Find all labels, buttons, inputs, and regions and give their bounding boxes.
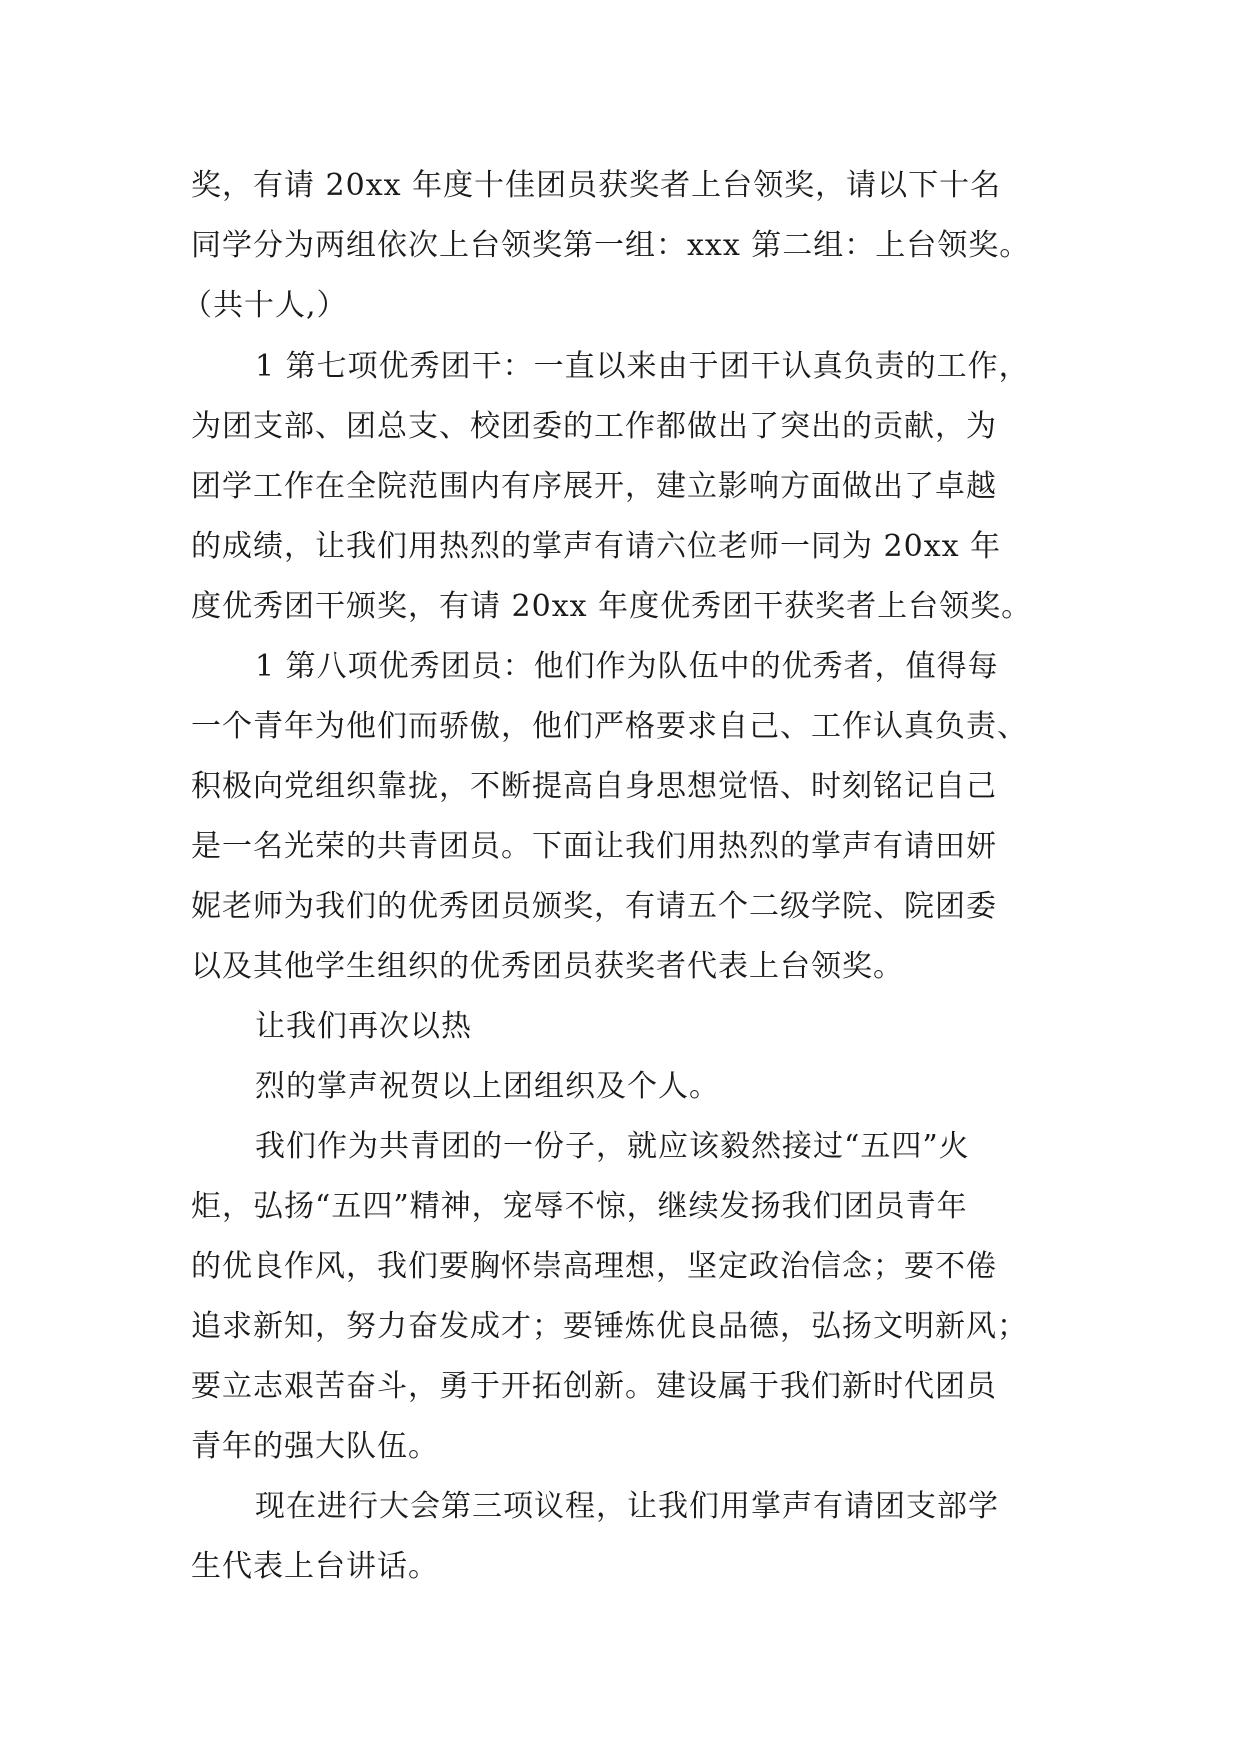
text-line: 我们作为共青团的一份子，就应该毅然接过“五四”火 [255,1129,970,1164]
text-line: （共十人,） [182,288,348,323]
text-line: 炬，弘扬“五四”精神，宠辱不惊，继续发扬我们团员青年 [191,1189,968,1224]
text-line: 以及其他学生组织的优秀团员获奖者代表上台领奖。 [191,949,904,984]
text-line: 现在进行大会第三项议程，让我们用掌声有请团支部学 [255,1489,999,1524]
text-line: 为团支部、团总支、校团委的工作都做出了突出的贡献，为 [191,409,997,444]
text-line: 同学分为两组依次上台领奖第一组：xxx 第二组：上台领奖。 [191,228,1031,263]
text-line: 青年的强大队伍。 [191,1429,439,1464]
text-line: 积极向党组织靠拢，不断提高自身思想觉悟、时刻铭记自己 [191,769,997,804]
text-line: 的优良作风，我们要胸怀崇高理想，坚定政治信念；要不倦 [191,1249,997,1284]
text-line: 一个青年为他们而骄傲，他们严格要求自己、工作认真负责、 [191,709,1028,744]
text-line: 让我们再次以热 [255,1009,472,1044]
text-line: 1 第八项优秀团员：他们作为队伍中的优秀者，值得每 [255,649,999,684]
text-line: 是一名光荣的共青团员。下面让我们用热烈的掌声有请田妍 [191,829,997,864]
text-line: 奖，有请 20xx 年度十佳团员获奖者上台领奖，请以下十名 [191,168,1002,203]
text-line: 要立志艰苦奋斗，勇于开拓创新。建设属于我们新时代团员 [191,1369,997,1404]
text-line: 妮老师为我们的优秀团员颁奖，有请五个二级学院、院团委 [191,889,997,924]
text-line: 追求新知，努力奋发成才；要锤炼优良品德，弘扬文明新风； [191,1309,1028,1344]
text-line: 1 第七项优秀团干：一直以来由于团干认真负责的工作， [255,349,1030,384]
text-line: 度优秀团干颁奖，有请 20xx 年度优秀团干获奖者上台领奖。 [191,589,1033,624]
text-line: 的成绩，让我们用热烈的掌声有请六位老师一同为 20xx 年 [191,529,1002,564]
text-line: 生代表上台讲话。 [191,1549,439,1584]
text-line: 烈的掌声祝贺以上团组织及个人。 [255,1069,720,1104]
text-line: 团学工作在全院范围内有序展开，建立影响方面做出了卓越 [191,469,997,504]
